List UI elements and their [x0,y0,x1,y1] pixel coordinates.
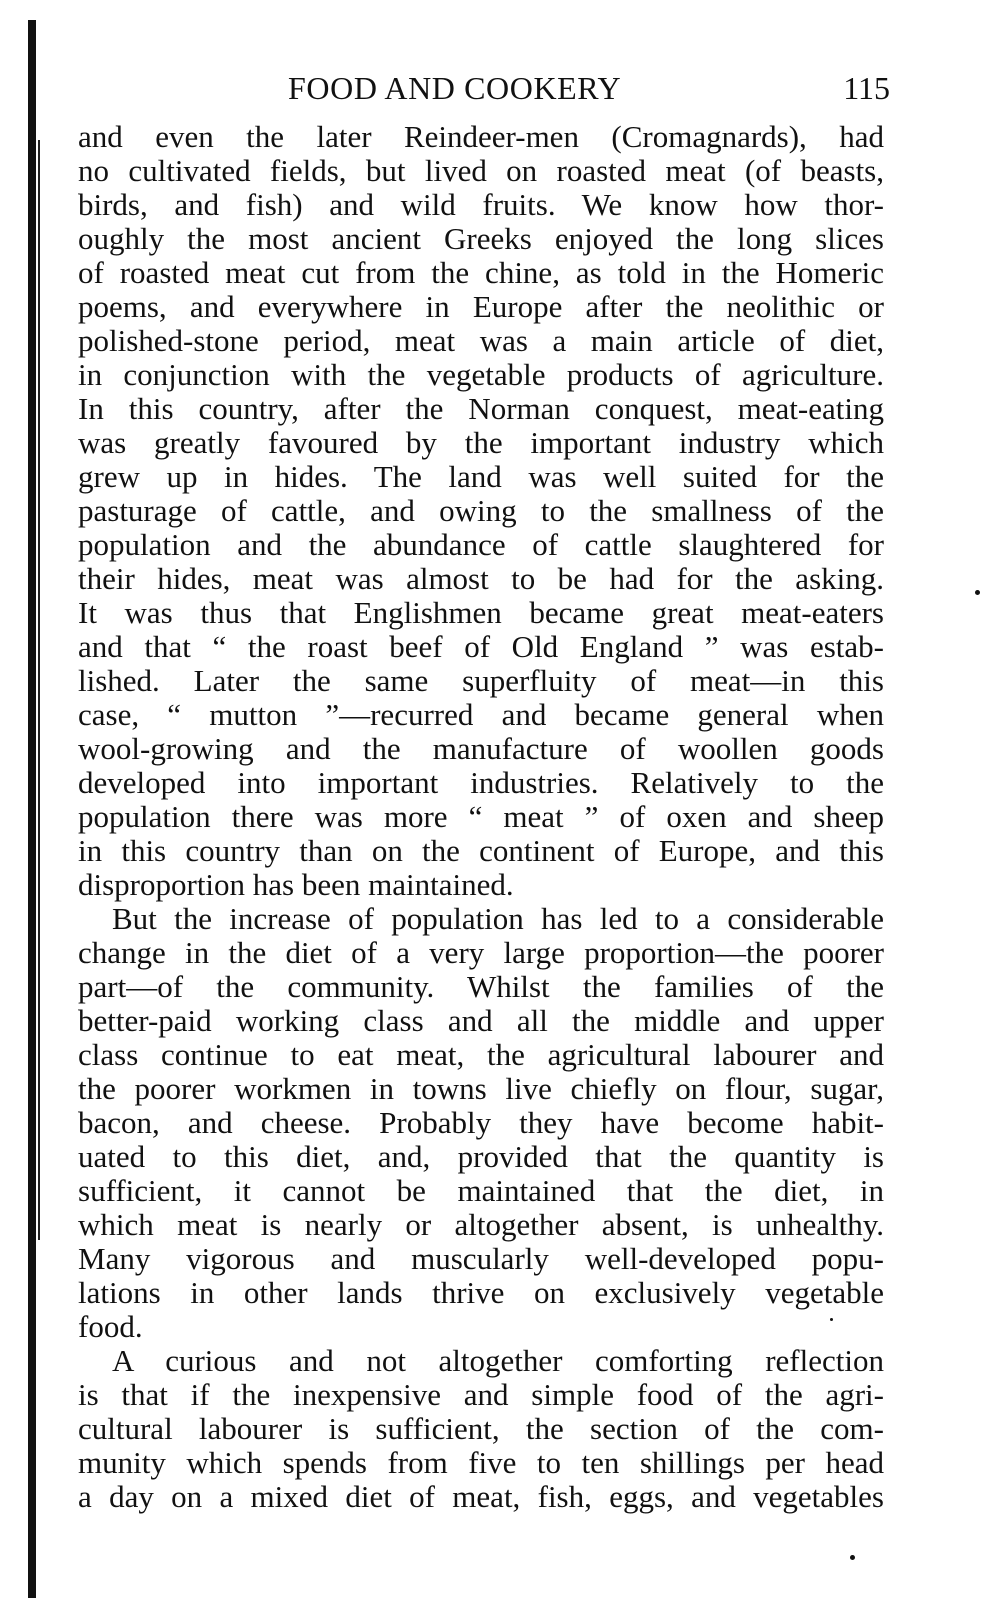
ink-speck [830,1318,833,1321]
text-line: and even the later Reindeer-men (Cromagnards), had [78,119,884,154]
text-line: lished. Later the same superfluity of meat—in this [78,663,884,698]
text-line: It was thus that Englishmen became great meat-eaters [78,595,884,630]
text-line: birds, and fish) and wild fruits. We know how thor- [78,187,884,222]
body-text [78,120,884,1514]
text-line: cultural labourer is sufficient, the section of the com- [78,1411,884,1446]
text-line: which meat is nearly or altogether absent, is unhealthy. [78,1207,884,1242]
text-line: no cultivated fields, but lived on roasted meat (of beasts, [78,153,884,188]
text-line: case, “ mutton ”—recurred and became general when [78,697,884,732]
text-line: a day on a mixed diet of meat, fish, eggs, and vegetables [78,1479,884,1514]
running-head: FOOD AND COOKERY [288,70,622,106]
text-line: grew up in hides. The land was well suited for the [78,459,884,494]
text-line: uated to this diet, and, provided that the quantity is [78,1139,884,1174]
text-line: munity which spends from five to ten shillings per head [78,1445,884,1480]
page-number: 115 [843,70,890,106]
text-line: population there was more “ meat ” of oxen and sheep [78,799,884,834]
text-line: class continue to eat meat, the agricultural labourer and [78,1037,884,1072]
page-binding-shadow [38,140,40,1240]
text-line: pasturage of cattle, and owing to the smallness of the [78,493,884,528]
page-header [78,70,890,110]
text-line: the poorer workmen in towns live chiefly on flour, sugar, [78,1071,884,1106]
text-line: is that if the inexpensive and simple food of the agri- [78,1377,884,1412]
text-line: sufficient, it cannot be maintained that the diet, in [78,1173,884,1208]
text-line: disproportion has been maintained. [78,867,514,902]
text-line: wool-growing and the manufacture of woollen goods [78,731,884,766]
ink-speck [850,1555,855,1560]
text-line: oughly the most ancient Greeks enjoyed the long slices [78,221,884,256]
text-line: But the increase of population has led to a considerable [112,901,884,936]
text-line: bacon, and cheese. Probably they have become habit- [78,1105,884,1140]
text-line: was greatly favoured by the important industry which [78,425,884,460]
text-line: better-paid working class and all the middle and upper [78,1003,884,1038]
ink-speck [975,590,980,595]
text-line: change in the diet of a very large proportion—the poorer [78,935,884,970]
text-line: A curious and not altogether comforting reflection [112,1343,884,1378]
text-line: lations in other lands thrive on exclusively vegetable [78,1275,884,1310]
text-line: poems, and everywhere in Europe after the neolithic or [78,289,884,324]
text-line: and that “ the roast beef of Old England ” was estab- [78,629,884,664]
text-line: part—of the community. Whilst the families of the [78,969,884,1004]
text-line: In this country, after the Norman conquest, meat-eating [78,391,884,426]
text-line: their hides, meat was almost to be had for the asking. [78,561,884,596]
text-line: of roasted meat cut from the chine, as told in the Homeric [78,255,884,290]
text-line: in this country than on the continent of Europe, and this [78,833,884,868]
text-line: polished-stone period, meat was a main article of diet, [78,323,884,358]
text-line: developed into important industries. Relatively to the [78,765,884,800]
text-line: in conjunction with the vegetable products of agriculture. [78,357,884,392]
text-line: Many vigorous and muscularly well-developed popu- [78,1241,884,1276]
text-line: population and the abundance of cattle slaughtered for [78,527,884,562]
page-binding-edge [28,20,36,1598]
text-line: food. [78,1309,143,1344]
